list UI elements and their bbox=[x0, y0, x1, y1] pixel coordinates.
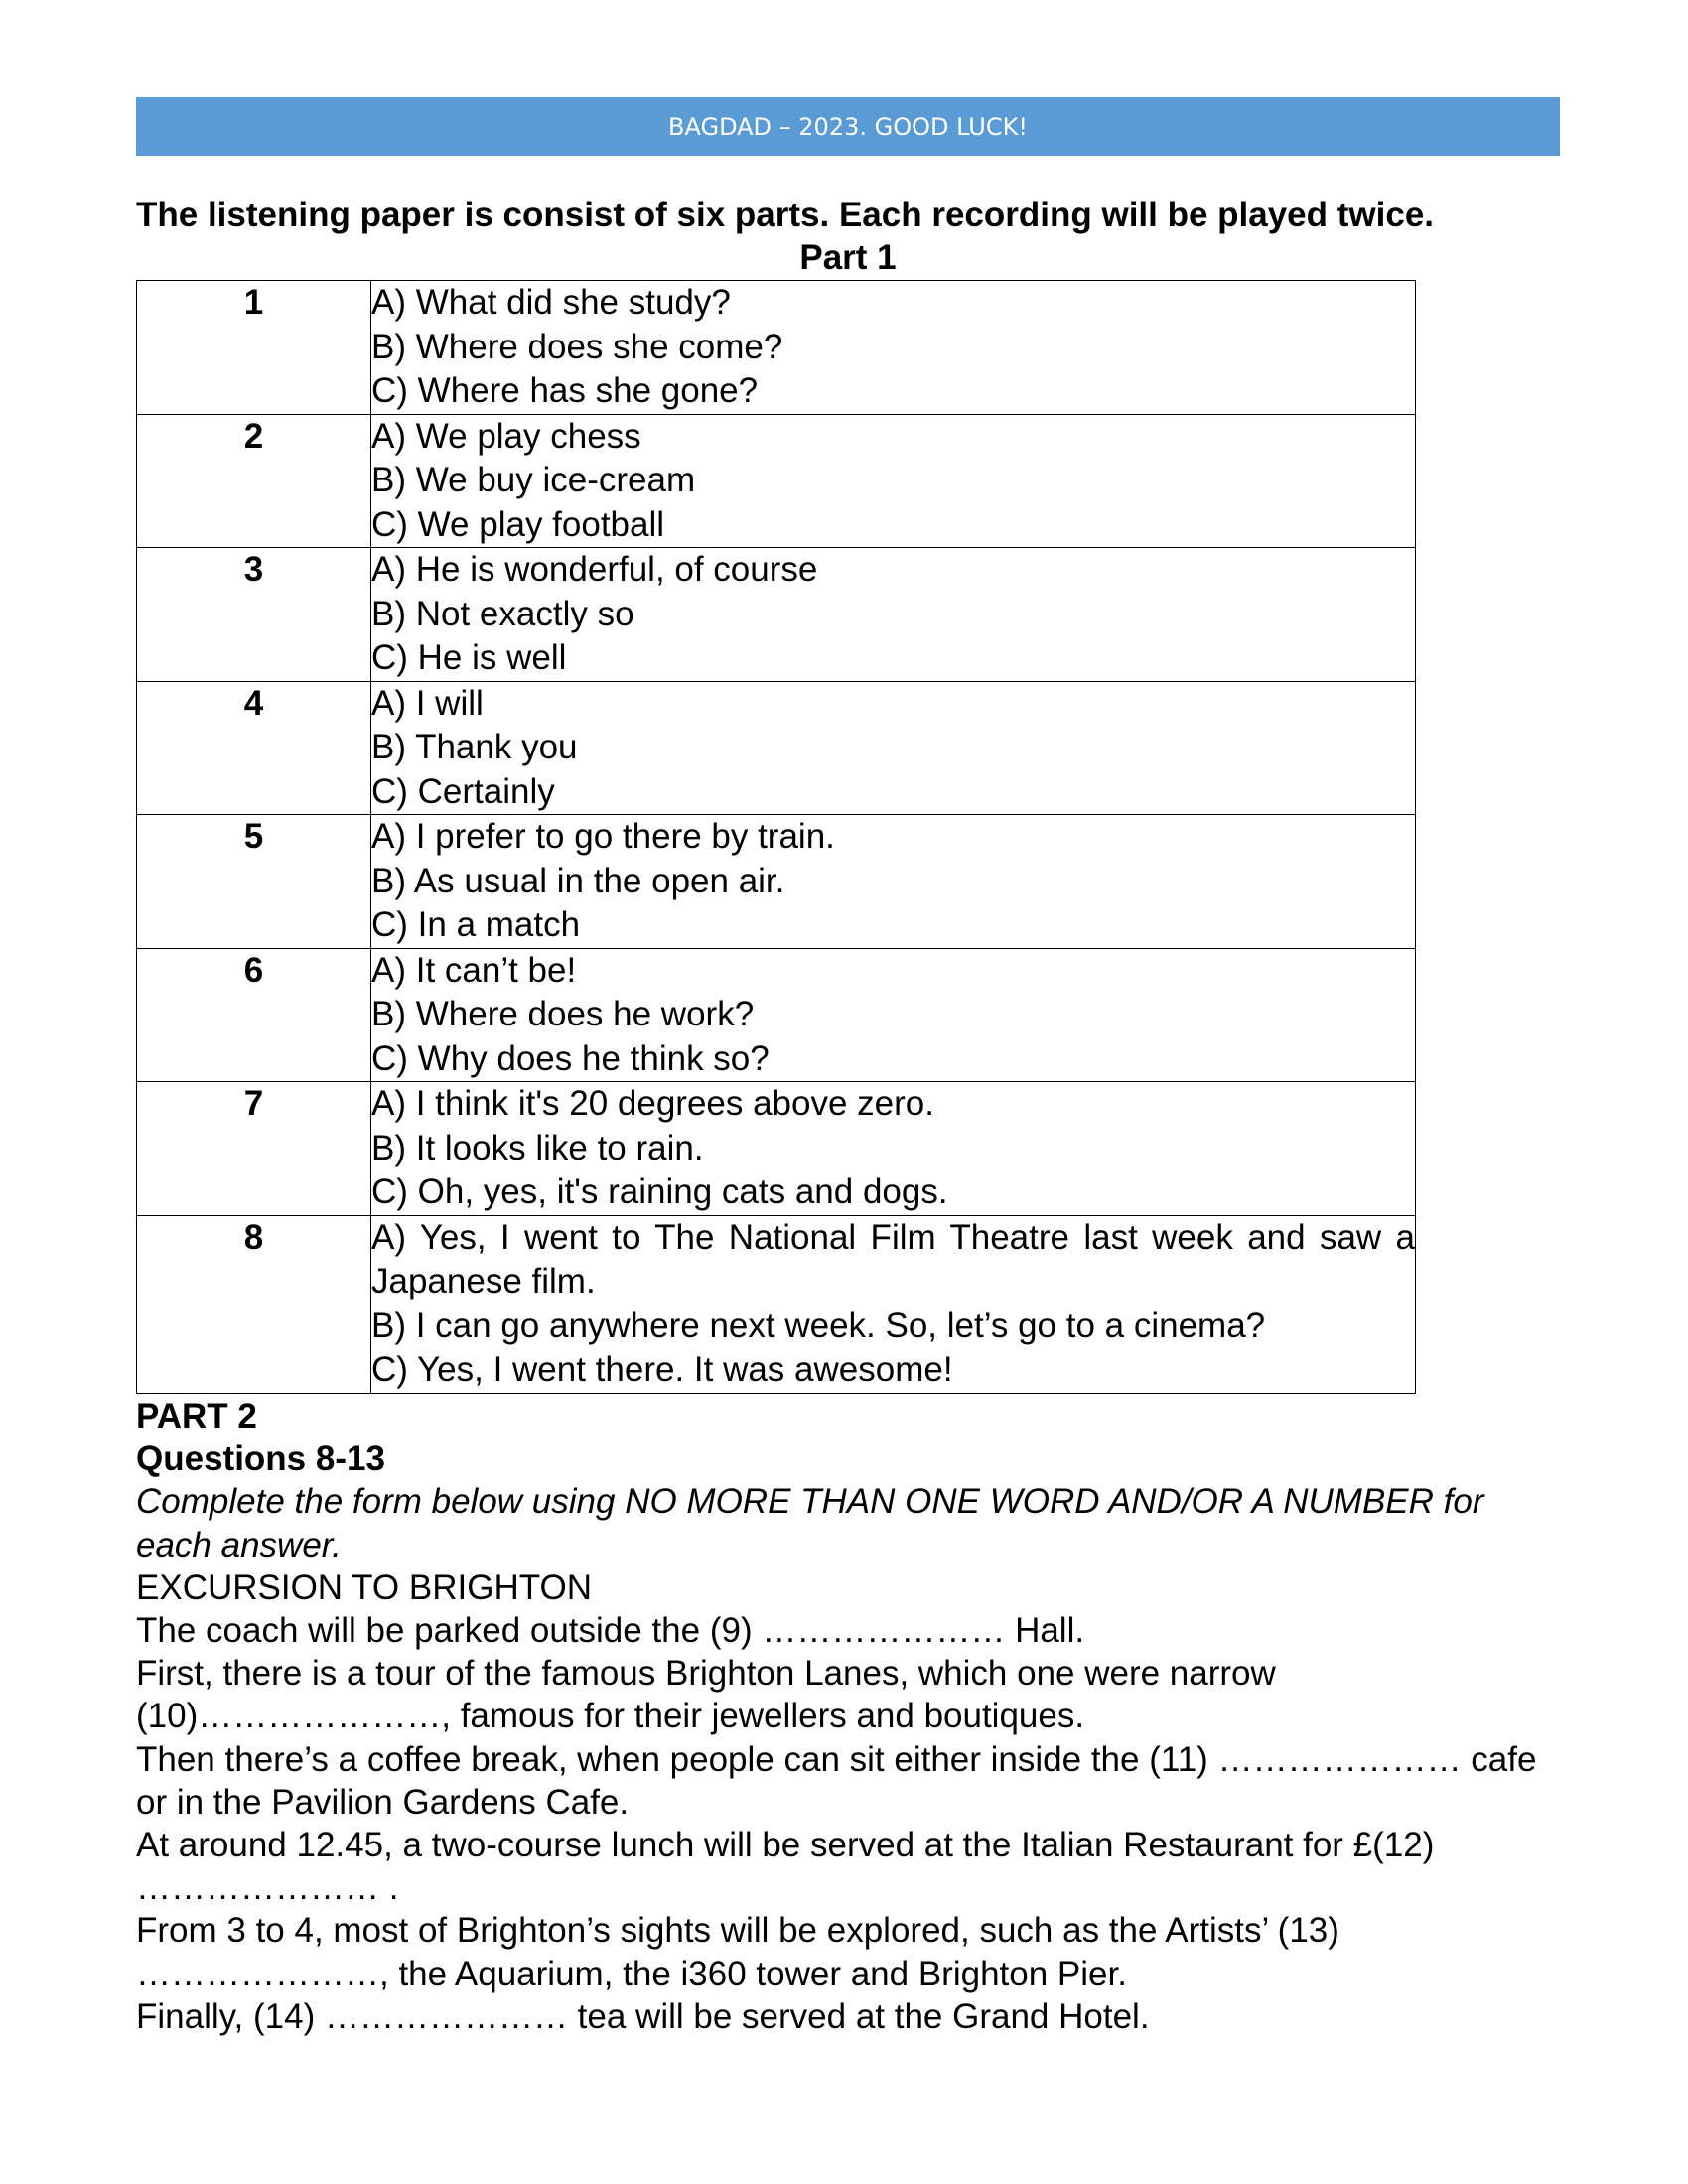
question-number: 5 bbox=[137, 815, 371, 949]
form-line: The coach will be parked outside the (9) ………………… Hall. bbox=[136, 1611, 1085, 1651]
option-b: B) As usual in the open air. bbox=[371, 861, 785, 900]
question-row bbox=[137, 548, 1416, 682]
option-c: C) Why does he think so? bbox=[371, 1038, 770, 1078]
option-b: B) Where does she come? bbox=[371, 327, 783, 366]
option-b: B) Thank you bbox=[371, 728, 578, 766]
option-c: C) Certainly bbox=[371, 771, 555, 811]
option-b: B) Where does he work? bbox=[371, 995, 755, 1033]
option-c: C) Oh, yes, it's raining cats and dogs. bbox=[371, 1172, 948, 1211]
option-b: B) Not exactly so bbox=[371, 594, 634, 633]
header-band bbox=[136, 97, 1560, 156]
question-number: 2 bbox=[137, 414, 371, 548]
option-a: A) He is wonderful, of course bbox=[371, 550, 818, 589]
question-row bbox=[137, 815, 1416, 949]
header-text: BAGDAD – 2023. GOOD LUCK! bbox=[668, 112, 1028, 141]
option-a: A) What did she study? bbox=[371, 283, 731, 322]
form-line: At around 12.45, a two-course lunch will be served at the Italian Restaurant for £(12) ………………… . bbox=[136, 1826, 1435, 1908]
option-b: B) It looks like to rain. bbox=[371, 1128, 704, 1167]
form-heading: EXCURSION TO BRIGHTON bbox=[136, 1568, 592, 1607]
option-a: A) I will bbox=[371, 683, 484, 723]
question-options bbox=[371, 281, 1416, 415]
form-line: From 3 to 4, most of Brighton’s sights will be explored, such as the Artists’ (13) …………………, the Aquarium, the i360 tower and Brighton Pier. bbox=[136, 1911, 1339, 1993]
option-c: C) Where has she gone? bbox=[371, 371, 759, 410]
question-number: 8 bbox=[137, 1215, 371, 1393]
option-c: C) Yes, I went there. It was awesome! bbox=[371, 1350, 953, 1389]
option-a: A) We play chess bbox=[371, 416, 641, 456]
part2-instruction: Complete the form below using NO MORE THAN ONE WORD AND/OR A NUMBER for each answer. bbox=[136, 1482, 1484, 1565]
part1-title: Part 1 bbox=[799, 238, 897, 277]
question-number: 1 bbox=[137, 281, 371, 415]
option-a: A) It can’t be! bbox=[371, 950, 577, 990]
question-number: 3 bbox=[137, 548, 371, 682]
question-number: 7 bbox=[137, 1082, 371, 1216]
form-line: First, there is a tour of the famous Brighton Lanes, which one were narrow (10)…………………, famous for their jewellers and boutiques. bbox=[136, 1654, 1276, 1736]
option-c: C) We play football bbox=[371, 504, 665, 544]
question-options bbox=[371, 681, 1416, 815]
form-line: Finally, (14) ………………… tea will be served at the Grand Hotel. bbox=[136, 1996, 1150, 2036]
question-row bbox=[137, 281, 1416, 415]
question-options bbox=[371, 1215, 1416, 1393]
option-c: C) In a match bbox=[371, 905, 581, 944]
form-line: Then there’s a coffee break, when people can sit either inside the (11) ………………… cafe or in the Pavilion Gardens Cafe. bbox=[136, 1739, 1537, 1822]
option-b: B) I can go anywhere next week. So, let’s go to a cinema? bbox=[371, 1305, 1266, 1345]
question-row bbox=[137, 414, 1416, 548]
question-options bbox=[371, 414, 1416, 548]
option-a: A) Yes, I went to The National Film Theatre last week and saw a Japanese film. bbox=[371, 1217, 1415, 1300]
part1-question-table bbox=[136, 280, 1416, 1394]
option-a: A) I prefer to go there by train. bbox=[371, 817, 835, 856]
question-options bbox=[371, 1082, 1416, 1216]
question-number: 6 bbox=[137, 948, 371, 1082]
question-row bbox=[137, 1215, 1416, 1393]
part2-section bbox=[136, 1395, 1560, 2038]
option-b: B) We buy ice-cream bbox=[371, 461, 696, 499]
question-row bbox=[137, 1082, 1416, 1216]
intro-text: The listening paper is consist of six parts. Each recording will be played twice. bbox=[136, 196, 1435, 234]
option-c: C) He is well bbox=[371, 638, 567, 677]
option-a: A) I think it's 20 degrees above zero. bbox=[371, 1084, 934, 1123]
question-row bbox=[137, 948, 1416, 1082]
question-options bbox=[371, 548, 1416, 682]
question-row bbox=[137, 681, 1416, 815]
part2-subtitle: Questions 8-13 bbox=[136, 1439, 385, 1479]
question-options bbox=[371, 815, 1416, 949]
question-options bbox=[371, 948, 1416, 1082]
question-number: 4 bbox=[137, 681, 371, 815]
part2-title: PART 2 bbox=[136, 1397, 257, 1435]
